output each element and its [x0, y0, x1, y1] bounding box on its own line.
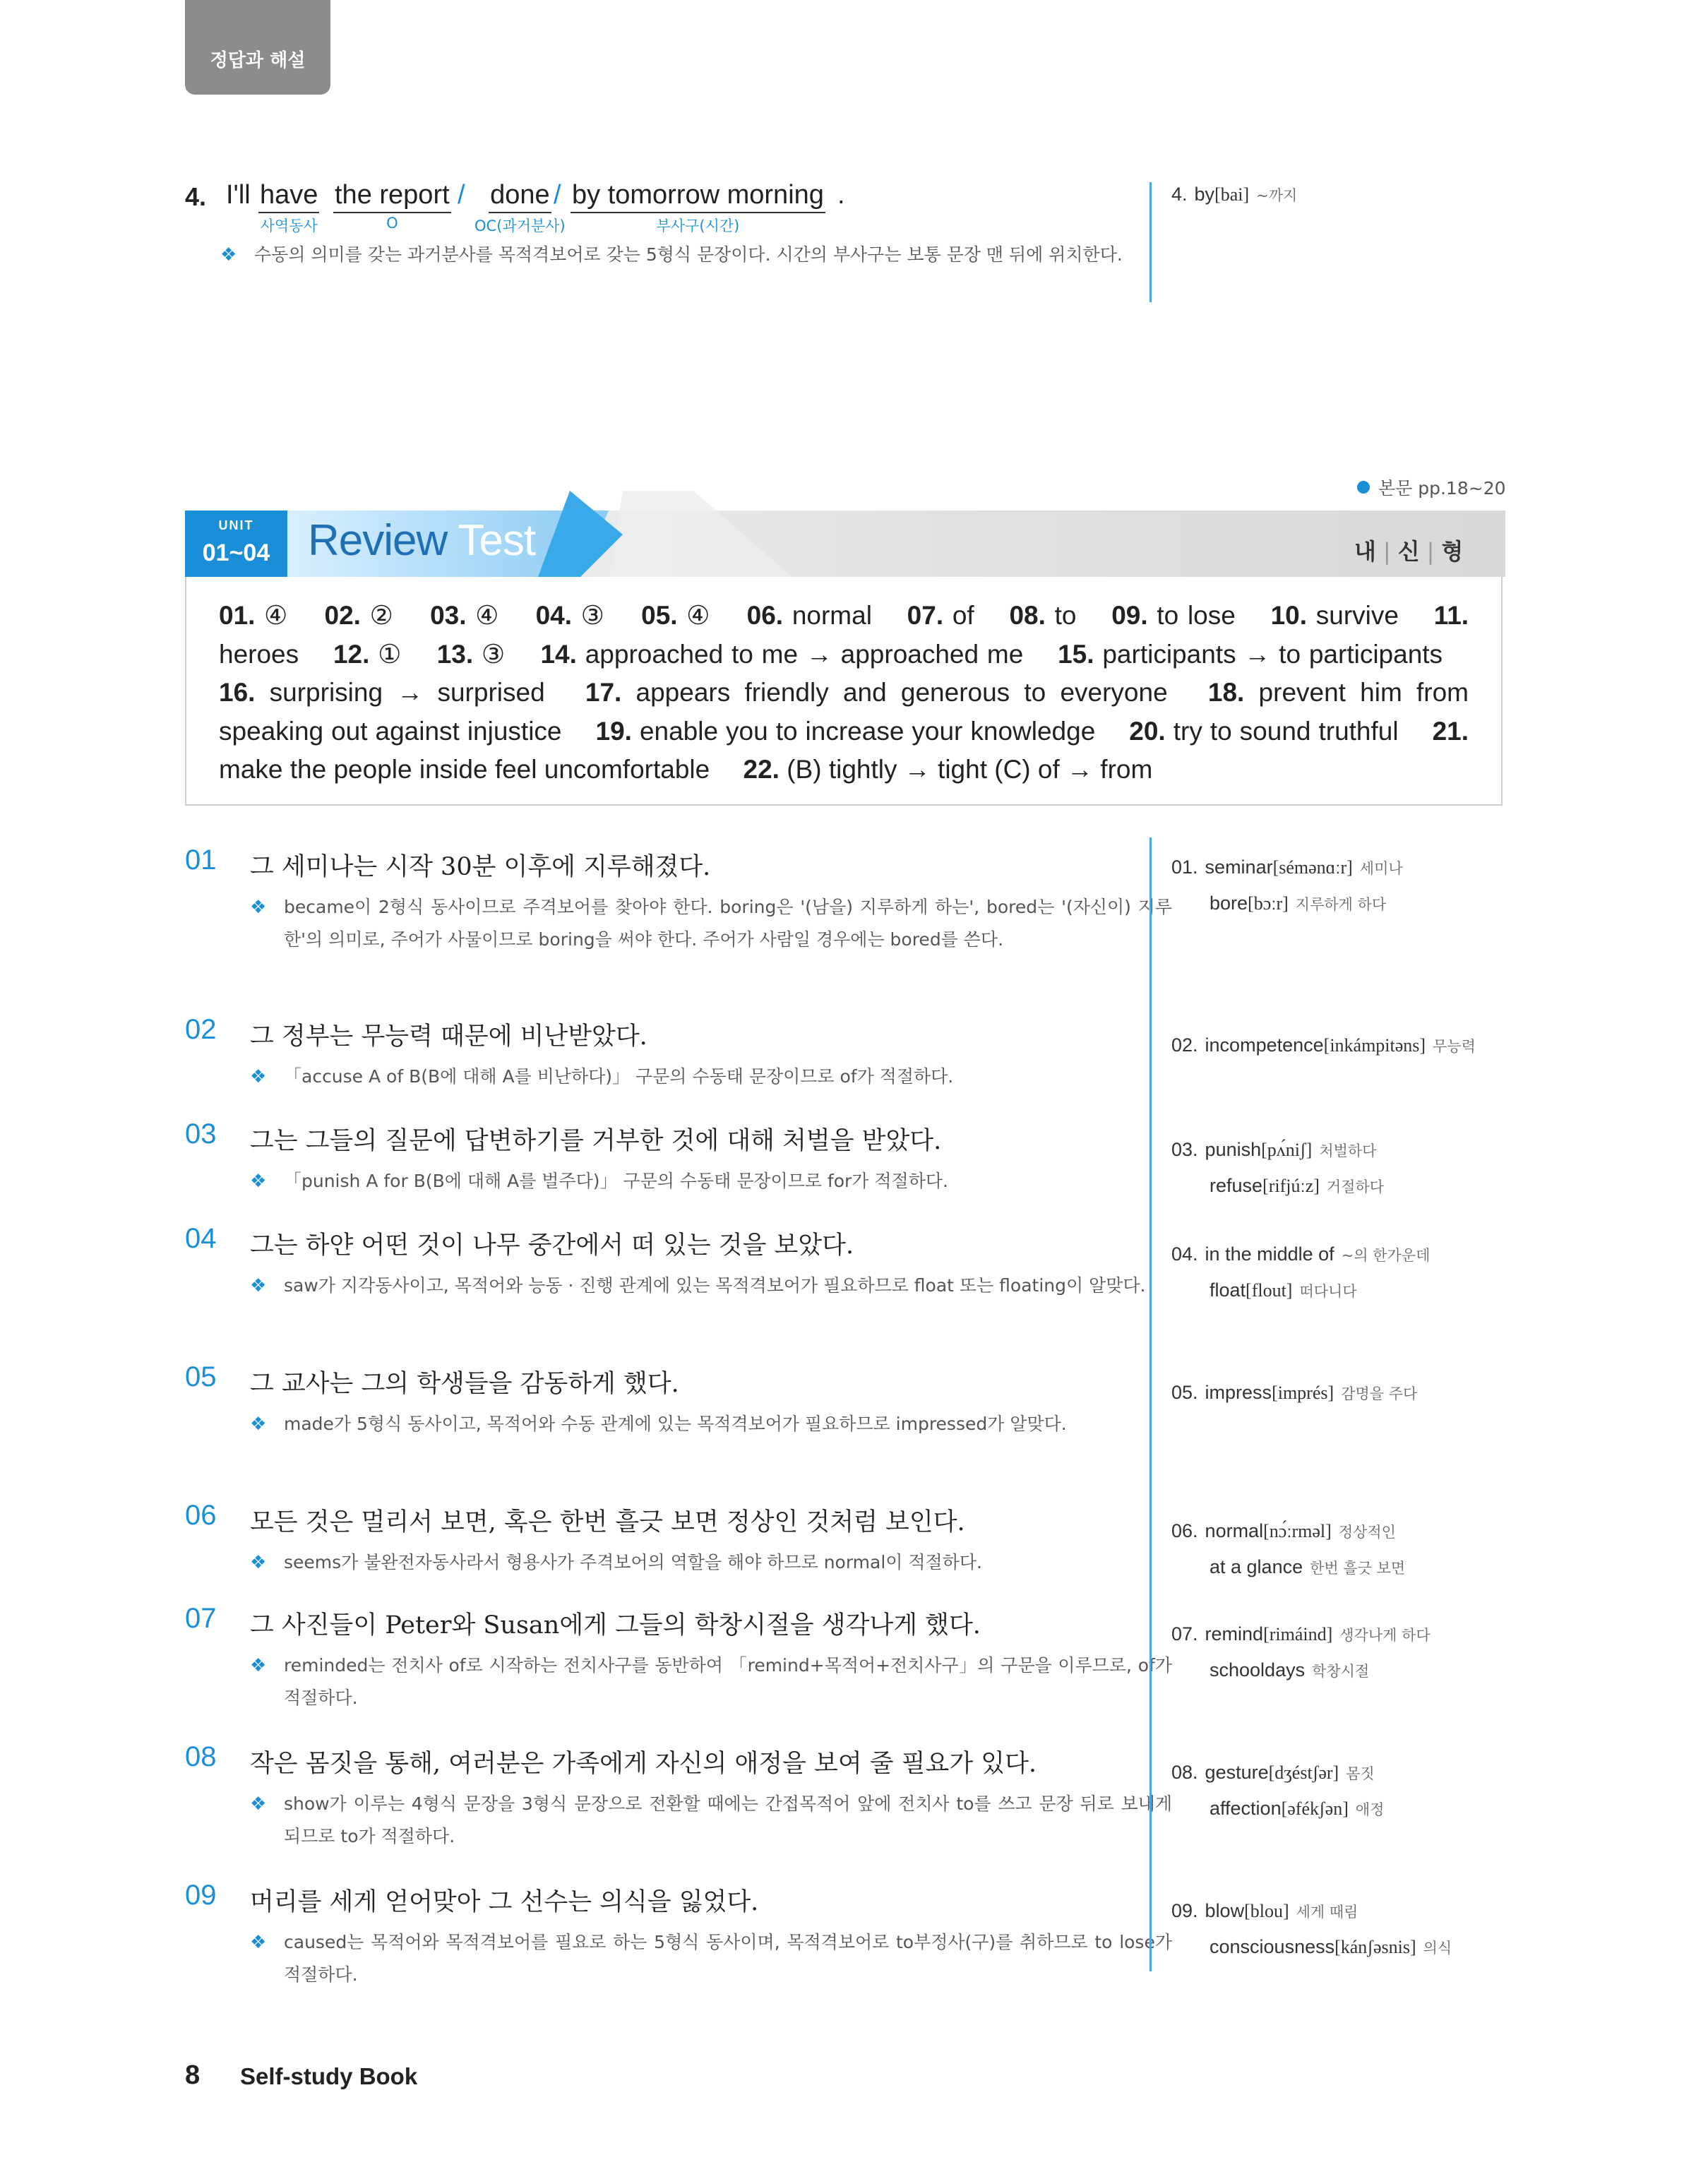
answer-item — [219, 601, 289, 630]
vocab-meaning: ~의 한가운데 — [1341, 1247, 1431, 1264]
vocab-phonetic: [inkámpitəns] — [1323, 1035, 1426, 1056]
unit-range: 01~04 — [202, 539, 270, 566]
answer-item — [536, 601, 607, 630]
segment-the-report: the report O — [335, 180, 450, 232]
vocab-phonetic: [bɔːr] — [1248, 893, 1289, 914]
vocab-meaning: 학창시절 — [1312, 1663, 1370, 1680]
answer-item — [437, 640, 506, 669]
answer-value: enable you to increase your knowledge — [639, 716, 1096, 746]
vocab-meaning: 생각나게 하다 — [1339, 1627, 1431, 1644]
diamond-bullet-icon: ❖ — [250, 1275, 267, 1296]
unit-label: UNIT — [218, 518, 254, 532]
item-translation: 그는 그들의 질문에 답변하기를 거부한 것에 대해 처벌을 받았다. — [250, 1127, 942, 1155]
vocab-word: affection — [1210, 1798, 1282, 1819]
vocab-phonetic: [rimáind] — [1263, 1624, 1333, 1644]
vocab-group — [1152, 1133, 1503, 1205]
item-number: 08 — [185, 1741, 217, 1772]
question-number: 4. — [185, 182, 207, 211]
answer-number: 22. — [743, 755, 787, 784]
vocab-meaning: 지루하게 하다 — [1295, 896, 1387, 913]
vocab-number: 06. — [1171, 1520, 1198, 1541]
word-ill: I'll — [226, 180, 251, 210]
answer-number: 20. — [1129, 716, 1173, 746]
answer-value: to lose — [1157, 601, 1236, 630]
question-4-vocab: 4. by[bai] ~까지 — [1149, 182, 1297, 302]
diamond-bullet-icon: ❖ — [220, 244, 237, 265]
vocab-word: at a glance — [1210, 1556, 1303, 1577]
answer-item — [585, 678, 1168, 707]
item-number: 05 — [185, 1361, 217, 1392]
item-explanation: ❖ 「accuse A of B(B에 대해 A를 비난하다)」 구문의 수동태 문장이므로 of가 적절하다. — [250, 1061, 1172, 1093]
diamond-bullet-icon: ❖ — [250, 1414, 267, 1435]
diamond-bullet-icon: ❖ — [250, 1171, 267, 1192]
item-translation: 그는 하얀 어떤 것이 나무 중간에서 떠 있는 것을 보았다. — [250, 1231, 854, 1260]
item-explanation: ❖ became이 2형식 동사이므로 주격보어를 찾아야 한다. boring은 '(남을) 지루하게 하는', bored는 '(자신이) 지루한'의 의미로, 주어가 사물이므로 boring을 써야 한다. 주어가 사람일 경우에는 bored를 쓴다. — [250, 891, 1172, 956]
item-translation: 그 사진들이 Peter와 Susan에게 그들의 학창시절을 생각나게 했다. — [250, 1611, 981, 1640]
answer-item — [1058, 640, 1443, 669]
answer-item — [333, 640, 402, 669]
vocab-word: impress — [1205, 1382, 1272, 1403]
answer-value: ② — [369, 601, 395, 630]
answer-value: normal — [792, 601, 872, 630]
item-translation: 그 세미나는 시작 30분 이후에 지루해졌다. — [250, 853, 711, 881]
vocab-meaning: 떠다니다 — [1299, 1283, 1357, 1300]
vocab-group — [1152, 1237, 1503, 1309]
answer-number: 18. — [1207, 678, 1259, 707]
segment-done: done OC(과거분사) — [474, 180, 566, 234]
vocab-group — [1152, 1514, 1503, 1586]
answer-value: prevent him from speaking out against injustice — [219, 678, 1469, 746]
vocab-entry — [1171, 1550, 1503, 1586]
vocab-entry — [1171, 1930, 1503, 1966]
answer-number: 19. — [595, 716, 640, 746]
answer-number: 02. — [324, 601, 370, 630]
item-explanation: ❖ reminded는 전치사 of로 시작하는 전치사구를 동반하여 「remind+목적어+전치사구」의 구문을 이루므로, of가 적절하다. — [250, 1649, 1172, 1714]
answer-number: 03. — [430, 601, 476, 630]
question-4 — [185, 175, 1138, 271]
vocab-number: 01. — [1171, 856, 1198, 878]
page-number: 8 — [185, 2060, 201, 2090]
section-tab: 정답과 해설 — [185, 0, 330, 95]
vocab-entry — [1171, 1028, 1503, 1064]
vocab-number: 09. — [1171, 1900, 1198, 1921]
answer-number: 14. — [540, 639, 585, 669]
vocab-word: schooldays — [1210, 1659, 1306, 1681]
answer-key-box — [185, 577, 1503, 806]
answer-number: 07. — [907, 601, 952, 630]
answer-item — [743, 755, 1153, 784]
item-number: 01 — [185, 844, 217, 876]
vocab-word: normal — [1205, 1520, 1264, 1541]
vocab-entry — [1171, 1133, 1503, 1169]
answer-value: ③ — [481, 639, 506, 669]
vocab-group — [1152, 1755, 1503, 1827]
vocab-entry — [1171, 1653, 1503, 1689]
vocab-entry — [1171, 1237, 1503, 1273]
item-number: 06 — [185, 1500, 217, 1531]
vocab-phonetic: [dʒéstʃər] — [1268, 1762, 1339, 1783]
vocab-phonetic: [blou] — [1244, 1901, 1289, 1921]
vocab-entry — [1171, 1755, 1503, 1791]
answer-value: approached to me → approached me — [585, 639, 1024, 669]
answer-item — [596, 717, 1096, 746]
answer-item — [1009, 601, 1076, 630]
answer-number: 15. — [1058, 639, 1103, 669]
answer-value: ④ — [475, 601, 501, 630]
vocab-entry — [1171, 1273, 1503, 1309]
answer-item — [219, 678, 545, 707]
item-translation: 그 정부는 무능력 때문에 비난받았다. — [250, 1022, 647, 1051]
vocab-word: consciousness — [1210, 1936, 1335, 1957]
answer-number: 16. — [219, 678, 270, 707]
item-number: 09 — [185, 1880, 217, 1911]
vocab-entry — [1171, 1514, 1503, 1550]
item-number: 02 — [185, 1014, 217, 1045]
vocab-meaning: 세미나 — [1359, 860, 1403, 877]
vocab-meaning: 한번 흘긋 보면 — [1310, 1560, 1406, 1577]
vocab-group — [1152, 1375, 1503, 1411]
answer-item — [907, 601, 974, 630]
question-4-sentence — [185, 175, 1138, 239]
vocab-number: 05. — [1171, 1382, 1198, 1403]
vocab-number: 03. — [1171, 1139, 1198, 1160]
answer-item — [1129, 717, 1398, 746]
vocab-word: in the middle of — [1205, 1243, 1334, 1265]
answer-number: 12. — [333, 639, 378, 669]
vocab-meaning: 거절하다 — [1326, 1178, 1385, 1195]
item-translation: 머리를 세게 얻어맞아 그 선수는 의식을 잃었다. — [250, 1888, 759, 1916]
vocab-number: 08. — [1171, 1762, 1198, 1783]
slash-2: / — [554, 180, 561, 210]
vocab-word: bore — [1210, 893, 1248, 914]
vocab-word: gesture — [1205, 1762, 1269, 1783]
vocab-word: refuse — [1210, 1175, 1263, 1196]
item-translation: 작은 몸짓을 통해, 여러분은 가족에게 자신의 애정을 보여 줄 필요가 있다. — [250, 1750, 1037, 1778]
vocab-meaning: 세게 때림 — [1296, 1904, 1358, 1921]
answer-value: ④ — [686, 601, 712, 630]
answer-number: 21. — [1432, 716, 1469, 746]
answer-value: ④ — [264, 601, 289, 630]
answer-key-text — [219, 597, 1469, 789]
vocab-number: 04. — [1171, 1243, 1198, 1265]
vocab-group — [1152, 850, 1503, 922]
answer-number: 13. — [436, 639, 482, 669]
item-number: 03 — [185, 1118, 217, 1150]
answer-item — [325, 601, 395, 630]
segment-by-tomorrow-morning: by tomorrow morning 부사구(시간) — [572, 180, 824, 234]
vocab-phonetic: [kánʃəsnis] — [1334, 1937, 1416, 1957]
vocab-group — [1152, 1617, 1503, 1689]
vocab-number: 02. — [1171, 1034, 1198, 1056]
item-explanation: ❖ caused는 목적어와 목적격보어를 필요로 하는 5형식 동사이며, 목적격보어로 to부정사(구)를 취하므로 to lose가 적절하다. — [250, 1926, 1172, 1991]
vocab-word: punish — [1205, 1139, 1262, 1160]
diamond-bullet-icon: ❖ — [250, 1552, 267, 1573]
answer-value: participants → to participants — [1102, 639, 1443, 669]
vocab-group — [1152, 1894, 1503, 1966]
diamond-bullet-icon: ❖ — [250, 897, 267, 918]
answer-number: 04. — [535, 601, 581, 630]
answer-value: of — [952, 601, 974, 630]
vocab-word: blow — [1205, 1900, 1245, 1921]
vocab-number: 07. — [1171, 1623, 1198, 1644]
answer-value: survive — [1315, 601, 1399, 630]
answer-number: 01. — [219, 601, 265, 630]
item-explanation: ❖ saw가 지각동사이고, 목적어와 능동 · 진행 관계에 있는 목적격보어가 필요하므로 float 또는 floating이 알맞다. — [250, 1270, 1172, 1302]
vocab-meaning: 정상적인 — [1338, 1524, 1396, 1541]
answer-item — [1271, 601, 1399, 630]
vocab-word: incompetence — [1205, 1034, 1324, 1056]
answer-number: 10. — [1270, 601, 1316, 630]
item-explanation: ❖ seems가 불완전자동사라서 형용사가 주격보어의 역할을 해야 하므로 normal이 적절하다. — [250, 1546, 1172, 1579]
answer-value: ① — [378, 639, 402, 669]
vocab-column — [1149, 837, 1476, 1971]
vocab-entry — [1171, 1375, 1503, 1411]
answer-value: ③ — [580, 601, 607, 630]
segment-have: have 사역동사 — [260, 180, 318, 234]
answer-value: appears friendly and generous to everyone — [635, 678, 1168, 707]
answer-value: surprising → surprised — [269, 678, 545, 707]
vocab-meaning: 무능력 — [1433, 1038, 1476, 1055]
vocab-phonetic: [sémənɑːr] — [1272, 857, 1353, 878]
answer-number: 09. — [1111, 601, 1157, 630]
item-explanation: ❖ show가 이루는 4형식 문장을 3형식 문장으로 전환할 때에는 간접목적어 앞에 전치사 to를 쓰고 문장 뒤로 보내게 되므로 to가 적절하다. — [250, 1788, 1172, 1853]
vocab-phonetic: [flout] — [1246, 1280, 1293, 1301]
item-explanation: ❖ made가 5형식 동사이고, 목적어와 수동 관계에 있는 목적격보어가 필요하므로 impressed가 알맞다. — [250, 1408, 1172, 1440]
diamond-bullet-icon: ❖ — [250, 1066, 267, 1087]
vocab-word: float — [1210, 1279, 1246, 1301]
answer-item — [1111, 601, 1236, 630]
answer-value: to — [1054, 601, 1077, 630]
vocab-entry — [1171, 1617, 1503, 1653]
vocab-word: remind — [1205, 1623, 1264, 1644]
item-translation: 그 교사는 그의 학생들을 감동하게 했다. — [250, 1370, 679, 1398]
diamond-bullet-icon: ❖ — [250, 1793, 267, 1815]
answer-item — [641, 601, 712, 630]
period: . — [837, 180, 845, 210]
answer-item — [540, 640, 1023, 669]
vocab-word: seminar — [1205, 856, 1273, 878]
vocab-phonetic: [pʌ́niʃ] — [1261, 1140, 1313, 1160]
vocab-entry — [1171, 1791, 1503, 1827]
answer-number: 08. — [1009, 601, 1055, 630]
review-test-title: Review Test — [308, 516, 536, 565]
exam-type-badge: 내 | 신 | 형 — [1354, 538, 1464, 565]
answer-number: 11. — [1433, 601, 1469, 630]
vocab-entry — [1171, 1169, 1503, 1205]
answer-value: make the people inside feel uncomfortable — [219, 755, 710, 784]
answer-item — [747, 601, 872, 630]
vocab-meaning: 애정 — [1355, 1801, 1385, 1818]
vocab-group — [1152, 1028, 1503, 1064]
question-4-explanation: ❖ 수동의 의미를 갖는 과거분사를 목적격보어로 갖는 5형식 문장이다. 시간의 부사구는 보통 문장 맨 뒤에 위치한다. — [220, 239, 1158, 271]
vocab-entry — [1171, 1894, 1503, 1930]
vocab-phonetic: [imprés] — [1272, 1383, 1334, 1403]
vocab-meaning: 의식 — [1423, 1940, 1452, 1957]
vocab-phonetic: [rifjúːz] — [1262, 1176, 1320, 1196]
item-explanation: ❖ 「punish A for B(B에 대해 A를 벌주다)」 구문의 수동태 문장이므로 for가 적절하다. — [250, 1165, 1172, 1198]
diamond-bullet-icon: ❖ — [250, 1655, 267, 1676]
answer-number: 05. — [641, 601, 687, 630]
vocab-phonetic: [əfékʃən] — [1281, 1798, 1349, 1819]
item-translation: 모든 것은 멀리서 보면, 혹은 한번 흘긋 보면 정상인 것처럼 보인다. — [250, 1508, 965, 1536]
answer-item — [430, 601, 501, 630]
page-reference: 본문 pp.18~20 — [1357, 474, 1506, 500]
book-title: Self-study Book — [240, 2063, 418, 2089]
answer-value: heroes — [219, 639, 299, 669]
vocab-meaning: 몸짓 — [1346, 1765, 1375, 1782]
answer-value: try to sound truthful — [1173, 716, 1399, 746]
vocab-entry — [1171, 850, 1503, 886]
item-number: 04 — [185, 1223, 217, 1254]
vocab-phonetic: [nɔ́ːrməl] — [1263, 1521, 1332, 1541]
diamond-bullet-icon: ❖ — [250, 1932, 267, 1953]
answer-value: (B) tightly → tight (C) of → from — [787, 755, 1153, 784]
item-number: 07 — [185, 1603, 217, 1634]
vocab-meaning: 처벌하다 — [1319, 1142, 1377, 1159]
vocab-meaning: 감명을 주다 — [1341, 1385, 1418, 1402]
vocab-entry — [1171, 886, 1503, 922]
slash-1: / — [458, 180, 465, 210]
answer-number: 06. — [746, 601, 792, 630]
answer-number: 17. — [585, 678, 636, 707]
